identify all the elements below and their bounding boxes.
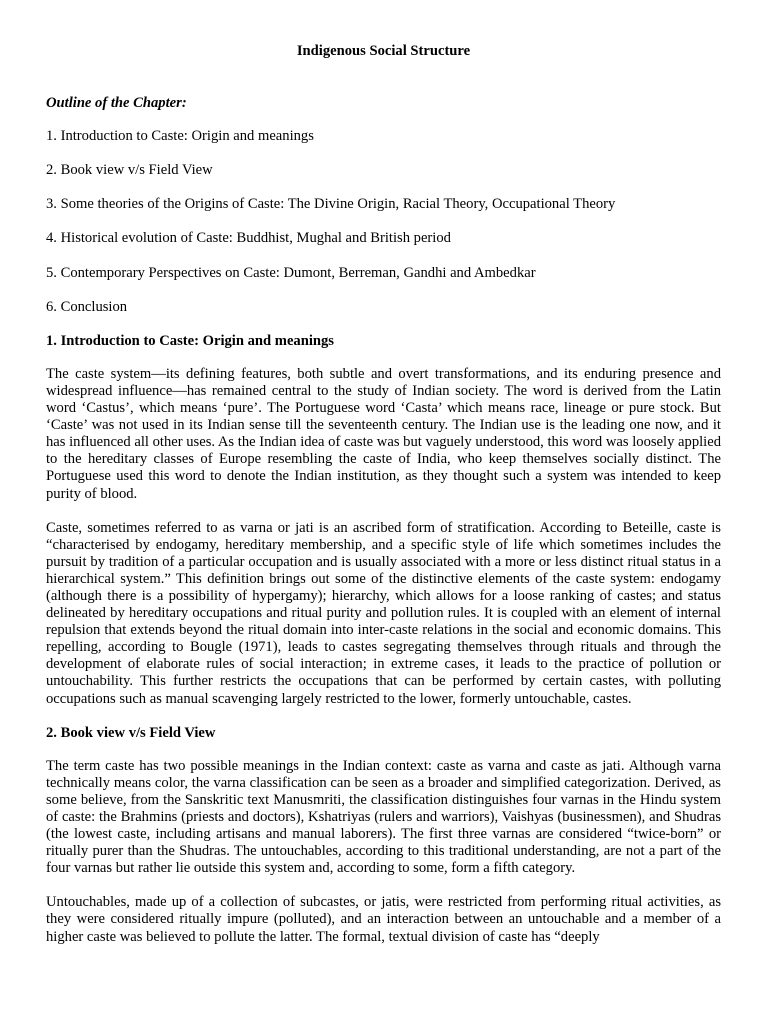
document-page — [46, 43, 721, 963]
document-title: Indigenous Social Structure — [296, 43, 471, 59]
body-paragraph: Caste, sometimes referred to as varna or jati is an ascribed form of stratification. According to Beteille, caste is “characterised by endogamy, hereditary membership, and a specific style of life which sometimes includes the pursuit by tradition of a particular occupation and is usually associated with a more or less distinct ritual status in a hierarchical system.” This definition brings out some of the distinctive elements of the caste system: endogamy (although there is a possibility of hypergamy); hierarchy, which allows for a loose ranking of castes; and status delineated by hereditary occupations and ritual purity and pollution rules. It is coupled with an element of internal repulsion that extends beyond the ritual domain into inter-caste relations in the social and economic domains. This repelling, according to Bougle (1971), leads to castes segregating themselves through rituals and through the development of elaborate rules of social interaction; in extreme cases, it leads to the practice of pollution or untouchability. This further restricts the occupations that can be performed by certain castes, with polluting occupations such as manual scavenging largely restricted to the lower, formerly untouchable, castes. — [46, 519, 721, 707]
outline-item: 5. Contemporary Perspectives on Caste: Dumont, Berreman, Gandhi and Ambedkar — [46, 264, 536, 281]
outline-item: 4. Historical evolution of Caste: Buddhist, Mughal and British period — [46, 230, 451, 247]
section-heading-book-view: 2. Book view v/s Field View — [46, 724, 216, 741]
outline-item: 6. Conclusion — [46, 298, 128, 315]
body-paragraph: The term caste has two possible meanings in the Indian context: caste as varna and caste as jati. Although varna technically means color, the varna classification can be seen as a broader and simplified categorization. Derived, as some believe, from the Sanskritic text Manusmriti, the classification distinguishes four varnas in the Hindu system of caste: the Brahmins (priests and doctors), Kshatriyas (rulers and warriors), Vaishyas (businessmen), and Shudras (the lowest caste, including artisans and manual laborers). The first three varnas are considered “twice-born” or ritually purer than the Shudras. The untouchables, according to this traditional understanding, are not a part of the four varnas but rather lie outside this system and, according to some, form a fifth category. — [46, 757, 721, 877]
outline-list — [46, 128, 721, 316]
section-heading-introduction: 1. Introduction to Caste: Origin and meanings — [46, 332, 334, 349]
body-paragraph: Untouchables, made up of a collection of subcastes, or jatis, were restricted from performing ritual activities, as they were considered ritually impure (polluted), and an interaction between an untouchable and a member of a higher caste was believed to pollute the latter. The formal, textual division of caste has “deeply — [46, 894, 721, 945]
outline-heading: Outline of the Chapter: — [46, 95, 187, 112]
outline-item: 2. Book view v/s Field View — [46, 162, 213, 179]
outline-item: 3. Some theories of the Origins of Caste: The Divine Origin, Racial Theory, Occupational Theory — [46, 196, 616, 213]
outline-item: 1. Introduction to Caste: Origin and meanings — [46, 128, 314, 145]
body-paragraph: The caste system—its defining features, both subtle and overt transformations, and its enduring presence and widespread influence—has remained central to the study of Indian society. The word is derived from the Latin word ‘Castus’, which means ‘pure’. The Portuguese word ‘Casta’ which means race, lineage or pure stock. But ‘Caste’ was not used in its Indian sense till the seventeenth century. The Indian use is the leading one now, and it has influenced all other uses. As the Indian idea of caste was but vaguely understood, this word was loosely applied to the hereditary classes of Europe resembling the caste of India, who keep themselves socially distinct. The Portuguese used this word to denote the Indian institution, as they thought such a system was intended to keep purity of blood. — [46, 365, 721, 502]
